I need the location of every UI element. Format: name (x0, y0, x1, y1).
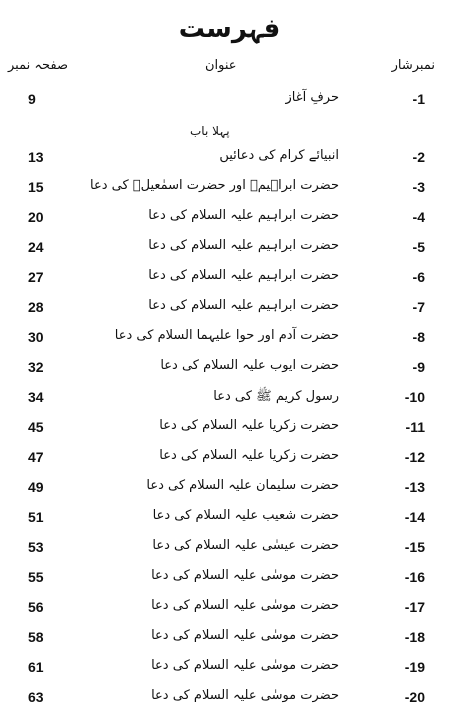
row-number: -11 (405, 419, 425, 435)
row-number: -2 (412, 149, 425, 165)
row-number: -8 (412, 329, 425, 345)
toc-row (0, 239, 459, 261)
row-title: حرفِ آغاز (285, 90, 339, 105)
row-number: -9 (412, 359, 425, 375)
row-number: -20 (404, 689, 425, 705)
header-topic: عنوان (205, 58, 237, 73)
row-number: -15 (404, 539, 425, 555)
toc-row (0, 659, 459, 681)
row-title: حضرت عیسٰی علیہ السلام کی دعا (152, 538, 339, 553)
row-title: حضرت ابراہیم علیہ السلام کی دعا (148, 208, 339, 223)
row-number: -10 (404, 389, 425, 405)
row-page: 47 (28, 449, 44, 465)
toc-row (0, 299, 459, 321)
row-page: 55 (28, 569, 44, 585)
toc-row (0, 389, 459, 411)
toc-row (0, 419, 459, 441)
row-page: 32 (28, 359, 44, 375)
row-title: حضرت موسٰی علیہ السلام کی دعا (151, 658, 339, 673)
row-number: -17 (404, 599, 425, 615)
row-page: 30 (28, 329, 44, 345)
row-number: -16 (404, 569, 425, 585)
page-title: فہرست (178, 14, 281, 44)
row-title: حضرت ایوب علیہ السلام کی دعا (160, 358, 339, 373)
row-title: حضرت موسٰی علیہ السلام کی دعا (151, 598, 339, 613)
row-page: 63 (28, 689, 44, 705)
row-page: 9 (28, 91, 36, 107)
row-title: حضرت موسٰی علیہ السلام کی دعا (151, 568, 339, 583)
toc-row (0, 269, 459, 291)
row-title: حضرت شعیب علیہ السلام کی دعا (152, 508, 339, 523)
row-page: 61 (28, 659, 44, 675)
row-page: 49 (28, 479, 44, 495)
toc-row (0, 359, 459, 381)
row-page: 58 (28, 629, 44, 645)
row-number: -14 (404, 509, 425, 525)
row-number: -3 (412, 179, 425, 195)
row-page: 27 (28, 269, 44, 285)
row-title: حضرت ابراہیمؑ اور حضرت اسمٰعیلؑ کی دعا (90, 178, 339, 193)
row-title: حضرت موسٰی علیہ السلام کی دعا (151, 628, 339, 643)
row-title: حضرت سلیمان علیہ السلام کی دعا (146, 478, 339, 493)
row-title: حضرت آدم اور حوا علیہما السلام کی دعا (114, 328, 339, 343)
row-title: حضرت ابراہیم علیہ السلام کی دعا (148, 238, 339, 253)
toc-row (0, 149, 459, 171)
row-number: -4 (412, 209, 425, 225)
row-page: 24 (28, 239, 44, 255)
row-title: انبیائے کرام کی دعائیں (219, 148, 339, 163)
row-number: -6 (412, 269, 425, 285)
row-page: 53 (28, 539, 44, 555)
row-title: حضرت زکریا علیہ السلام کی دعا (159, 448, 339, 463)
row-page: 20 (28, 209, 44, 225)
row-number: -1 (412, 91, 425, 107)
row-number: -5 (412, 239, 425, 255)
row-title: حضرت ابراہیم علیہ السلام کی دعا (148, 268, 339, 283)
row-page: 15 (28, 179, 44, 195)
row-page: 56 (28, 599, 44, 615)
toc-row (0, 689, 459, 711)
row-page: 34 (28, 389, 44, 405)
row-page: 45 (28, 419, 44, 435)
row-page: 13 (28, 149, 44, 165)
chapter-heading: پہلا باب (190, 124, 230, 138)
toc-row (0, 91, 459, 113)
toc-row (0, 599, 459, 621)
row-title: حضرت زکریا علیہ السلام کی دعا (159, 418, 339, 433)
header-page: صفحہ نمبر (8, 58, 68, 73)
row-title: رسول کریم ﷺ کی دعا (213, 389, 339, 404)
row-page: 51 (28, 509, 44, 525)
row-number: -12 (404, 449, 425, 465)
toc-row (0, 539, 459, 561)
row-title: حضرت موسٰی علیہ السلام کی دعا (151, 688, 339, 703)
toc-row (0, 569, 459, 591)
row-title: حضرت ابراہیم علیہ السلام کی دعا (148, 298, 339, 313)
row-number: -7 (412, 299, 425, 315)
row-page: 28 (28, 299, 44, 315)
row-number: -18 (404, 629, 425, 645)
toc-row (0, 209, 459, 231)
toc-row (0, 509, 459, 531)
toc-row (0, 629, 459, 651)
row-number: -19 (404, 659, 425, 675)
toc-row (0, 329, 459, 351)
header-number: نمبرشار (391, 58, 435, 73)
toc-row (0, 449, 459, 471)
toc-row (0, 179, 459, 201)
row-number: -13 (404, 479, 425, 495)
toc-row (0, 479, 459, 501)
